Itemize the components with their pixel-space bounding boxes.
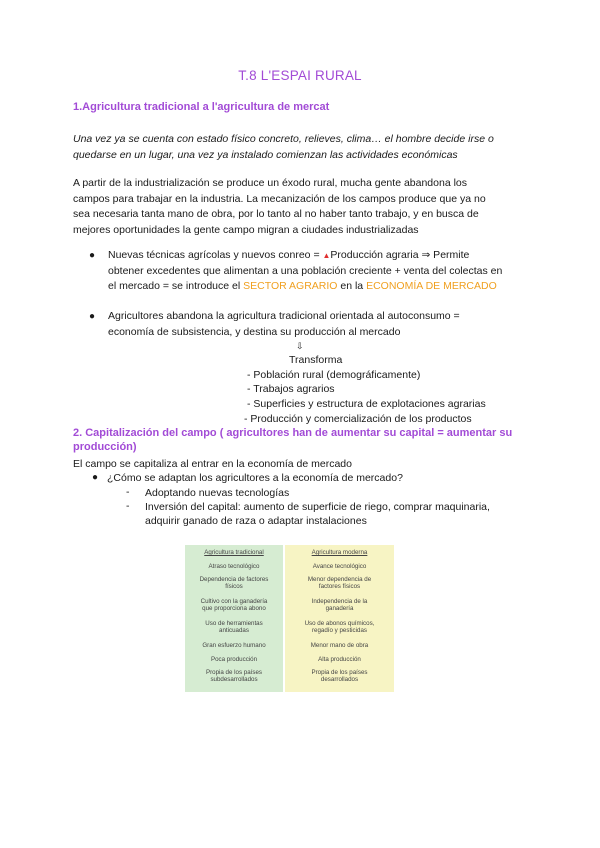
table-cell: Uso de abonos químicos, regadío y pesticidas: [304, 620, 375, 634]
table-cell: Propia de los países subdesarrollados: [205, 669, 263, 683]
section2-heading: 2. Capitalización del campo ( agricultores han de aumentar su capital = aumentar su producción): [73, 427, 513, 453]
intro-line-2: quedarse en un lugar, una vez ya instalado comienzan las actividades económicas: [73, 149, 458, 161]
bullet1-line-3: el mercado = se introduce el SECTOR AGRARIO en la ECONOMÍA DE MERCADO: [108, 280, 497, 292]
table-cell: Independencia de la ganadería: [311, 598, 368, 612]
bullet1-line-1: Nuevas técnicas agrícolas y nuevos conreo = ▲Producción agraria ⇒ Permite: [108, 249, 470, 261]
bullet-dot: ●: [92, 472, 99, 483]
table-cell: Menor dependencia de factores físicos: [307, 576, 372, 590]
table-header-modern: Agricultura moderna: [311, 549, 368, 556]
table-cell: Gran esfuerzo humano: [202, 642, 266, 649]
question-line: ¿Cómo se adaptan los agricultores a la economía de mercado?: [107, 472, 403, 484]
traditional-column: [185, 545, 283, 692]
body-paragraph: [73, 176, 528, 238]
page-title: T.8 L'ESPAI RURAL: [238, 68, 362, 83]
table-cell: Alta producción: [318, 656, 361, 663]
bullet-dot: ●: [89, 250, 96, 261]
table-cell: Atraso tecnológico: [208, 563, 260, 570]
transforma-label: Transforma: [289, 354, 343, 366]
bullet1-line-2: obtener excedentes que alimentan a una población creciente + venta del colectas en: [108, 264, 503, 277]
table-cell: Uso de herramientas anticuadas: [205, 620, 263, 634]
table-cell: Dependencia de factores físicos: [199, 576, 269, 590]
bullet2-line-2: economía de subsistencia, y destina su producción al mercado: [108, 325, 401, 338]
bullet-1: [108, 248, 527, 295]
dash-item-1: Adoptando nuevas tecnologías: [145, 487, 290, 499]
para-line-3: sea necesaria tanta mano de obra, por lo tanto al no haber tanto trabajo, y en busca de: [73, 208, 479, 220]
down-arrow-icon: ⇩: [296, 341, 304, 351]
para-line-1: A partir de la industrialización se produce un éxodo rural, mucha gente abandona los: [73, 177, 468, 189]
intro-line-1: Una vez ya se cuenta con estado físico concreto, relieves, clima… el hombre decide irse o: [73, 133, 494, 145]
dash-marker: -: [126, 500, 130, 512]
bullet2-line-1: Agricultores abandona la agricultura tradicional orientada al autoconsumo =: [108, 310, 460, 322]
table-cell: Avance tecnológico: [312, 563, 367, 570]
table-cell: Poca producción: [210, 656, 258, 663]
dash-item-2: Inversión del capital: aumento de superficie de riego, comprar maquinaria, adquirir ganado de raza o adaptar instalaciones: [145, 501, 490, 527]
table-cell: Propia de los países desarrollados: [311, 669, 368, 683]
table-cell: Cultivo con la ganadería que proporciona abono: [200, 598, 268, 612]
bullet-dot: ●: [89, 311, 96, 322]
modern-column: [285, 545, 394, 692]
section2-line: El campo se capitaliza al entrar en la economía de mercado: [73, 458, 352, 470]
comparison-table: [185, 545, 394, 692]
highlight-economia-mercado: ECONOMÍA DE MERCADO: [366, 280, 497, 292]
transform-item: - Población rural (demográficamente): [247, 369, 421, 381]
section1-heading: 1.Agricultura tradicional a l'agricultura de mercat: [73, 101, 330, 113]
intro-paragraph: [73, 131, 528, 163]
increase-triangle-icon: ▲: [322, 251, 331, 260]
highlight-sector-agrario: SECTOR AGRARIO: [243, 280, 338, 292]
transform-item: - Superficies y estructura de explotaciones agrarias: [247, 398, 486, 410]
transform-item: - Trabajos agrarios: [247, 383, 335, 395]
transform-item: - Producción y comercialización de los productos: [244, 413, 472, 425]
table-header-traditional: Agricultura tradicional: [204, 549, 264, 556]
para-line-4: mejores oportunidades la gente campo migran a ciudades industrializadas: [73, 223, 419, 236]
dash-marker: -: [126, 486, 130, 498]
para-line-2: campos para trabajar en la industria. La mecanización de los campos produce que ya no: [73, 192, 486, 205]
table-cell: Menor mano de obra: [310, 642, 369, 649]
bullet-2: [108, 309, 527, 340]
